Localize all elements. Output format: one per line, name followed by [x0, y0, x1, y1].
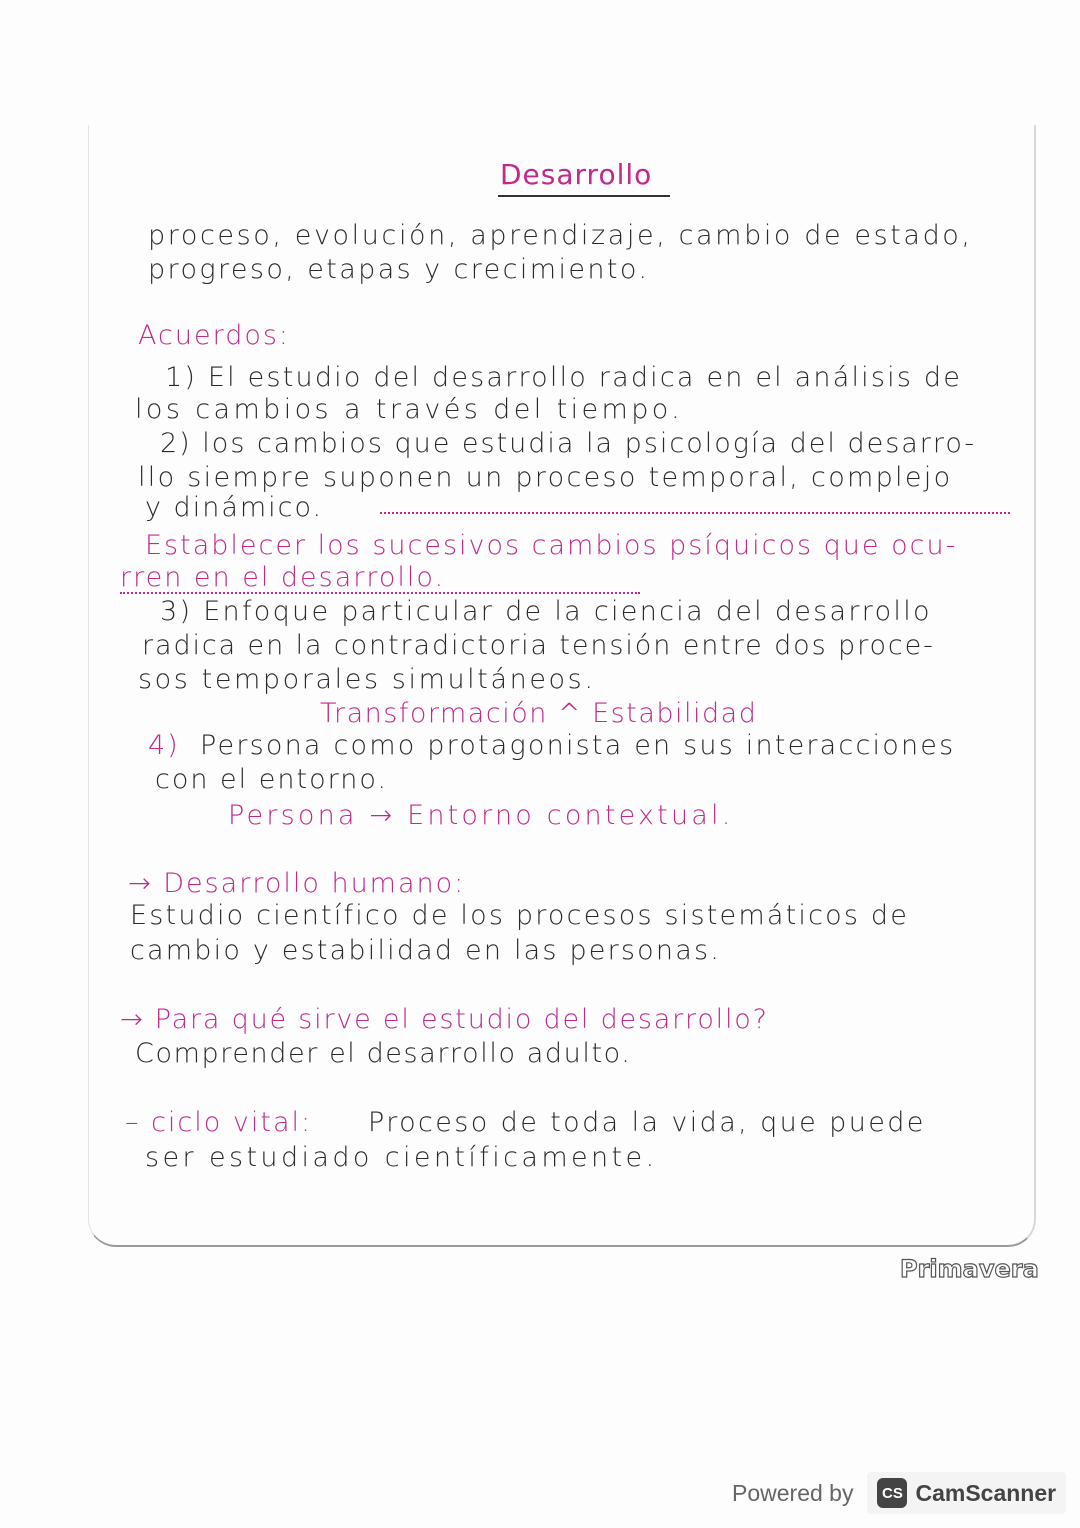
- acuerdo-line: y dinámico.: [145, 492, 324, 523]
- acuerdo-line: sos temporales simultáneos.: [138, 664, 596, 695]
- intro-line: proceso, evolución, aprendizaje, cambio de estado,: [148, 220, 973, 251]
- camscanner-icon: CS: [877, 1478, 907, 1508]
- acuerdo-line: Persona como protagonista en sus interacciones: [200, 730, 956, 761]
- page-title: Desarrollo: [500, 158, 653, 191]
- highlight-border: [380, 512, 1010, 514]
- acuerdo-line: 3) Enfoque particular de la ciencia del desarrollo: [160, 596, 932, 627]
- acuerdos-heading: Acuerdos:: [138, 320, 291, 351]
- acuerdo-line: 1) El estudio del desarrollo radica en el análisis de: [165, 362, 963, 393]
- definition-line: cambio y estabilidad en las personas.: [130, 935, 721, 966]
- camscanner-badge: [867, 1472, 1066, 1514]
- acuerdo-line: los cambios a través del tiempo.: [135, 394, 684, 425]
- powered-by-label: Powered by: [732, 1479, 854, 1506]
- primavera-logo: Primavera: [900, 1255, 1039, 1283]
- title-underline: [498, 195, 670, 197]
- acuerdo-line: 2) los cambios que estudia la psicología del desarro-: [160, 428, 977, 459]
- para-que-heading: → Para qué sirve el estudio del desarrollo?: [120, 1004, 769, 1035]
- para-que-answer: Comprender el desarrollo adulto.: [135, 1038, 632, 1069]
- highlight-line: Establecer los sucesivos cambios psíquicos que ocu-: [145, 530, 958, 561]
- highlight-line: rren en el desarrollo.: [120, 562, 446, 593]
- highlight-border: [120, 592, 640, 594]
- camscanner-name: CamScanner: [915, 1479, 1057, 1506]
- point-number: 4): [148, 730, 180, 761]
- tension-note: Transformación ^ Estabilidad: [320, 698, 758, 729]
- definition-line: Estudio científico de los procesos sistemáticos de: [130, 900, 910, 931]
- desarrollo-humano-heading: → Desarrollo humano:: [128, 868, 466, 899]
- camscanner-footer: [732, 1472, 1066, 1514]
- intro-line: progreso, etapas y crecimiento.: [148, 254, 650, 285]
- acuerdo-line: llo siempre suponen un proceso temporal, complejo: [138, 462, 953, 493]
- ciclo-vital-label: – ciclo vital:: [125, 1107, 313, 1138]
- acuerdo-line: con el entorno.: [155, 764, 388, 795]
- relation-note: Persona → Entorno contextual.: [228, 800, 734, 831]
- acuerdo-line: radica en la contradictoria tensión entre dos proce-: [142, 630, 935, 661]
- ciclo-vital-text: Proceso de toda la vida, que puede: [368, 1107, 926, 1138]
- ciclo-vital-text: ser estudiado científicamente.: [145, 1142, 658, 1173]
